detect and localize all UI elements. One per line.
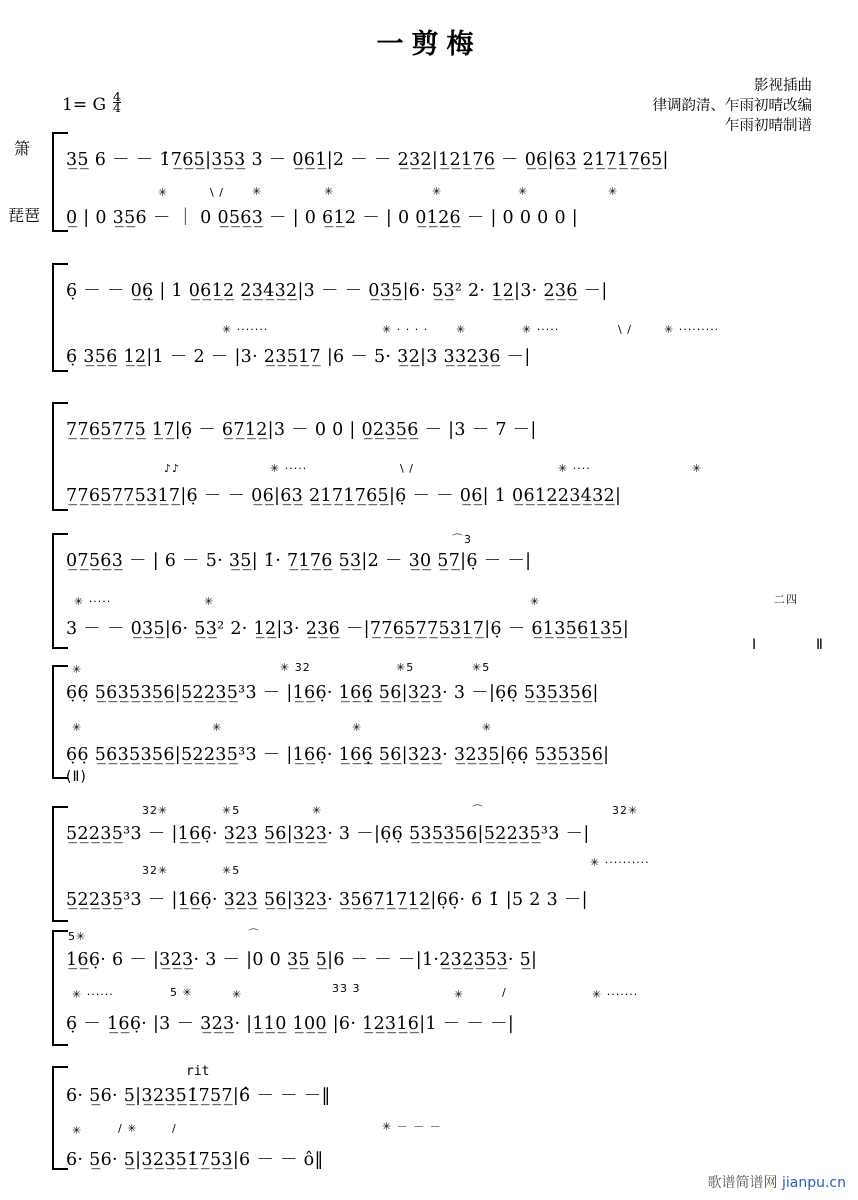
music-system-8 <box>52 1066 482 1176</box>
key-signature-text: 1= G <box>62 95 107 115</box>
tempo-marking-rit: rit <box>186 1064 210 1079</box>
ornament-mark: ✳ ····· <box>74 595 112 608</box>
ornament-mark: 32✳ <box>142 804 169 817</box>
credit-line-2: 律调韵清、乍雨初晴改编 <box>652 98 812 114</box>
ornament-mark: ✳ ·········· <box>590 856 650 869</box>
time-signature: $\frac{4}{4}$ <box>113 89 121 115</box>
page-title: 一剪梅 <box>376 29 482 60</box>
ornament-mark: ⌒ <box>248 928 260 941</box>
ornament-mark: ✳ <box>204 595 215 608</box>
ornament-mark: ✳ <box>692 462 703 475</box>
triplet-mark: ⌒3 <box>452 533 472 546</box>
system-1-bottom-staff: 0̲ | 0 3̲5̲6 － ｜ 0 0̲5̲6̲3̲ － | 0 6̲1̲2 － | 0 0̲1̲2̲6̲ － | 0 0 0 0 | <box>66 208 578 228</box>
ornament-mark: ✳ <box>454 988 465 1001</box>
credit-line-1: 影视插曲 <box>754 78 812 94</box>
system-8-bottom-staff: 6· 5̲6· 5̲|3̲2̲3̲5̲1̲̇7̲5̲3̲|6 － － ô‖ <box>66 1150 324 1170</box>
system-6-top-staff: 5̲2̲2̲3̲5̲³3 － |1̲6̲6̣· 3̲2̲3̲ 5̲6̲|3̲2̲3̲· 3 －|6̣6̣ 5̲3̲5̲3̲5̲6̲|5̲2̲2̲3̲5̲³3 －| <box>66 824 590 844</box>
ornament-mark: ✳ · · · · <box>382 323 429 336</box>
ornament-mark: ✳ ····· <box>522 323 560 336</box>
music-system-4 <box>52 533 824 657</box>
music-system-7 <box>52 930 824 1052</box>
string-position-mark: 二四 <box>774 593 798 606</box>
ornament-mark: ✳ <box>432 185 443 198</box>
music-system-1 <box>52 132 824 236</box>
credit-line-3: 乍雨初晴制谱 <box>725 118 812 134</box>
system-4-bottom-staff: 3 － － 0̲3̲5̲|6· 5̲3̲² 2· 1̲2̲|3· 2̲3̲6̲ －|7̲7̲6̲5̲7̲7̲5̲3̲1̲7̲|6̣ － 6̲1̲3̲5̲6̲1̲3̲5̲| <box>66 619 630 639</box>
ornament-mark: ✳ <box>518 185 529 198</box>
ornament-mark: / <box>172 1122 177 1135</box>
watermark-text: 歌谱简谱网 <box>707 1175 778 1191</box>
ornament-mark: ✳ <box>72 721 83 734</box>
ornament-mark: ✳ <box>324 185 335 198</box>
system-7-bottom-staff: 6̣ － 1̲6̲6̣· |3 － 3̲2̲3̲· |1̲1̲0̲ 1̲0̲0̲ |6· 1̲2̲3̲1̲6̲|1 － － －| <box>66 1014 515 1034</box>
ornament-mark: ✳ <box>312 804 323 817</box>
repeat-label: (Ⅱ) <box>66 769 87 785</box>
music-system-2 <box>52 263 824 379</box>
system-1-top-staff: 3̲5̲ 6 － － 1̇7̲6̲5̲|3̲5̲3̲ 3 － 0̲6̲1̲|2 － － 2̲3̲2̲|1̲2̲1̲7̲6̲ － 0̲6̲|6̲3̲ 2̲1̲7̲1̲7̲6̲5̲| <box>66 150 669 170</box>
ornament-mark: ✳ 32 <box>280 661 311 674</box>
ornament-mark: ✳ － － － <box>382 1120 442 1133</box>
ornament-mark: 32✳ <box>612 804 639 817</box>
system-2-bottom-staff: 6̣ 3̲5̲6̲ 1̲2̲|1 － 2 － |3· 2̲3̲5̲1̲7̲ |6 － 5· 3̲2̲|3 3̲3̲2̲3̲6̲ －| <box>66 347 531 367</box>
ornament-mark: ✳ <box>158 186 169 199</box>
ornament-mark: / ✳ <box>118 1122 138 1135</box>
ornament-mark: ✳ <box>72 663 83 676</box>
ornament-mark: 32✳ <box>142 864 169 877</box>
ornament-mark: ✳5 <box>396 661 415 674</box>
instrument-label-pipa: 琵琶 <box>8 206 41 225</box>
key-signature <box>62 89 121 115</box>
ornament-mark: ✳ <box>212 721 223 734</box>
ornament-mark: 33 3 <box>332 982 361 995</box>
ornament-mark: ✳5 <box>472 661 491 674</box>
instrument-label-xiao: 箫 <box>14 139 31 158</box>
watermark <box>708 1172 846 1192</box>
ornament-mark: ✳ <box>456 323 467 336</box>
music-system-6 <box>52 806 824 928</box>
ornament-mark: ✳5 <box>222 804 241 817</box>
system-7-top-staff: 1̲6̲6̣· 6 － |3̲2̲3̲· 3 － |0 0 3̲5̲ 5̲|6 － － －|1·2̲3̲2̲3̲5̲3̲· 5̲| <box>66 950 538 970</box>
music-system-5 <box>52 661 824 785</box>
ornament-mark: ✳ <box>352 721 363 734</box>
music-system-3 <box>52 402 824 518</box>
ornament-mark: ✳ <box>232 988 243 1001</box>
system-2-top-staff: 6̣ － － 0̲6̣̲ | 1 0̲6̲1̲2̲ 2̲3̲4̲3̲2̲|3 － － 0̲3̲5̲|6· 5̲3̲² 2· 1̲2̲|3· 2̲3̲6̲ －| <box>66 281 608 301</box>
ornament-mark: ✳ ······ <box>72 988 114 1001</box>
watermark-url: jianpu.cn <box>781 1175 846 1191</box>
system-5-bottom-staff: 6̣6̣ 5̲6̲3̲5̲3̲5̲6̲|5̲2̲2̲3̲5̲³3 － |1̲6̲6̣· 1̲6̲6̣̲ 5̲6̲|3̲2̲3̲· 3̲2̲3̲5̲|6̣6̣ 5̲3̲5̲3̲5̲6̲| <box>66 745 610 765</box>
ornament-mark: ✳ ······· <box>592 988 639 1001</box>
system-6-bottom-staff: 5̲2̲2̲3̲5̲³3 － |1̲6̲6̣· 3̲2̲3̲ 5̲6̲|3̲2̲3̲· 3̲5̲6̲7̲1̲7̲1̲2̲|6̣6̣· 6 1̇ |5 2 3 －| <box>66 890 588 910</box>
ornament-mark: ✳ <box>252 185 263 198</box>
ornament-mark: ✳5 <box>222 864 241 877</box>
ornament-mark: / <box>502 986 507 999</box>
ornament-mark: ⌒ <box>472 804 484 817</box>
ornament-mark: \ / <box>210 186 224 199</box>
ornament-mark: \ / <box>618 323 632 336</box>
ornament-mark: ✳ <box>482 721 493 734</box>
repeat-ending-1: Ⅰ <box>752 637 758 653</box>
ornament-mark: ✳ ···· <box>558 462 591 475</box>
ornament-mark: \ / <box>400 462 414 475</box>
ornament-mark: ✳ ····· <box>270 462 308 475</box>
ornament-mark: 5✳ <box>68 930 87 943</box>
ornament-mark: ✳ <box>72 1124 83 1137</box>
ornament-mark: ✳ ······· <box>222 323 269 336</box>
system-4-top-staff: 0̲7̲5̲6̲3̲ － | 6 － 5· 3̲5̲| 1̇· 7̲1̲7̲6̲ 5̲3̲|2 － 3̲0̲ 5̲7̲|6̣ － －| <box>66 551 532 571</box>
ornament-mark: ✳ <box>530 595 541 608</box>
system-8-top-staff: 6· 5̲6· 5̲|3̲2̲3̲5̲1̲̇7̲5̲7̲|6̂ － － －‖ <box>66 1086 331 1106</box>
repeat-ending-2: Ⅱ <box>816 637 824 653</box>
system-3-bottom-staff: 7̲7̲6̲5̲7̲7̲5̲3̲1̲7̲|6̣ － － 0̲6̲|6̲3̲ 2̲1̲7̲1̲7̲6̲5̲|6̣ － － 0̲6̲| 1 0̲6̲1̲2̲2̲3̲4̲3̲2̲| <box>66 486 622 506</box>
ornament-mark: ✳ <box>608 185 619 198</box>
ornament-mark: ✳ ········· <box>664 323 720 336</box>
system-5-top-staff: 6̣6̣ 5̲6̲3̲5̲3̲5̲6̲|5̲2̲2̲3̲5̲³3 － |1̲6̲6̣· 1̲6̲6̣̲ 5̲6̲|3̲2̲3̲· 3 －|6̣6̣ 5̲3̲5̲3̲5̲6̲| <box>66 683 599 703</box>
ornament-mark: ♪♪ <box>164 462 181 475</box>
system-3-top-staff: 7̲7̲6̲5̲7̲7̲5̲ 1̲7̲|6̣ － 6̲7̲1̲2̲|3 － 0 0 | 0̲2̲3̲5̲6̲ － |3 － 7 －| <box>66 420 537 440</box>
credits-block <box>653 76 813 136</box>
ornament-mark: 5 ✳ <box>170 986 193 999</box>
